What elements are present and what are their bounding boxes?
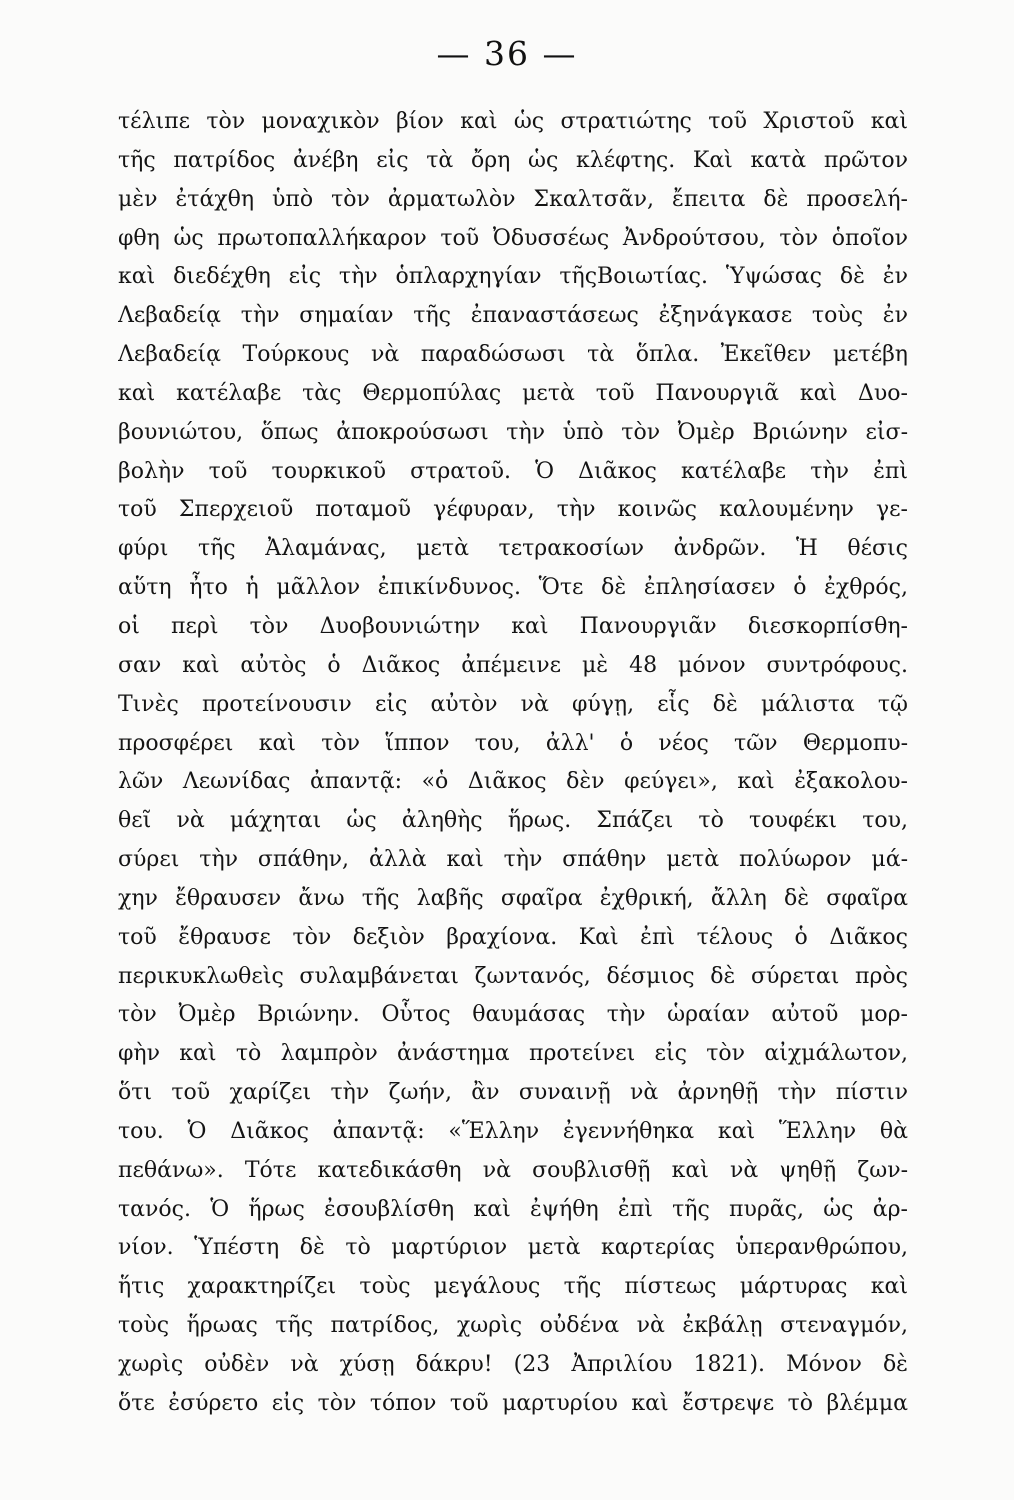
text-line: χην ἔθραυσεν ἄνω τῆς λαβῆς σφαῖρα ἐχθρική, ἄλλη δὲ σφαῖρα bbox=[118, 885, 908, 911]
text-line: Τινὲς προτείνουσιν εἰς αὐτὸν νὰ φύγῃ, εἷς δὲ μάλιστα τῷ bbox=[118, 691, 908, 717]
text-line: αὕτη ἦτο ἡ μᾶλλον ἐπικίνδυνος. Ὅτε δὲ ἐπλησίασεν ὁ ἐχθρός, bbox=[118, 575, 908, 601]
text-line: ὅτι τοῦ χαρίζει τὴν ζωήν, ἂν συναινῇ νὰ ἀρνηθῇ τὴν πίστιν bbox=[118, 1080, 908, 1106]
text-line: θεῖ νὰ μάχηται ὡς ἀληθὴς ἥρως. Σπάζει τὸ τουφέκι του, bbox=[118, 808, 908, 834]
text-line: τὸν Ὀμὲρ Βριώνην. Οὗτος θαυμάσας τὴν ὡραίαν αὐτοῦ μορ- bbox=[118, 1002, 908, 1028]
page-number: — 36 — bbox=[436, 34, 578, 73]
text-line: φθη ὡς πρωτοπαλλήκαρον τοῦ Ὀδυσσέως Ἀνδρούτσου, τὸν ὁποῖον bbox=[118, 225, 908, 251]
text-line: λῶν Λεωνίδας ἀπαντᾷ: «ὁ Διᾶκος δὲν φεύγει», καὶ ἐξακολου- bbox=[118, 769, 908, 795]
body-text bbox=[118, 103, 908, 1424]
text-line: βουνιώτου, ὅπως ἀποκρούσωσι τὴν ὑπὸ τὸν Ὀμὲρ Βριώνην εἰσ- bbox=[118, 419, 908, 445]
text-line: του. Ὁ Διᾶκος ἀπαντᾷ: «Ἕλλην ἐγεννήθηκα καὶ Ἕλλην θὰ bbox=[118, 1118, 908, 1144]
text-line: τανός. Ὁ ἥρως ἐσουβλίσθη καὶ ἐψήθη ἐπὶ τῆς πυρᾶς, ὡς ἀρ- bbox=[118, 1196, 908, 1222]
text-line: νίον. Ὑπέστη δὲ τὸ μαρτύριον μετὰ καρτερίας ὑπερανθρώπου, bbox=[118, 1235, 908, 1261]
text-line: τῆς πατρίδος ἀνέβη εἰς τὰ ὄρη ὡς κλέφτης. Καὶ κατὰ πρῶτον bbox=[118, 147, 908, 173]
text-line: τοὺς ἥρωας τῆς πατρίδος, χωρὶς οὐδένα νὰ ἐκβάλῃ στεναγμόν, bbox=[118, 1313, 908, 1339]
text-line: τοῦ ἔθραυσε τὸν δεξιὸν βραχίονα. Καὶ ἐπὶ τέλους ὁ Διᾶκος bbox=[118, 924, 908, 950]
text-line: φύρι τῆς Ἀλαμάνας, μετὰ τετρακοσίων ἀνδρῶν. Ἡ θέσις bbox=[118, 536, 908, 562]
text-line: καὶ κατέλαβε τὰς Θερμοπύλας μετὰ τοῦ Πανουργιᾶ καὶ Δυο- bbox=[118, 380, 908, 406]
text-line: καὶ διεδέχθη εἰς τὴν ὁπλαρχηγίαν τῆςΒοιωτίας. Ὑψώσας δὲ ἐν bbox=[118, 264, 908, 290]
text-line: τοῦ Σπερχειοῦ ποταμοῦ γέφυραν, τὴν κοινῶς καλουμένην γε- bbox=[118, 497, 908, 523]
text-line: περικυκλωθεὶς συλαμβάνεται ζωντανός, δέσμιος δὲ σύρεται πρὸς bbox=[118, 963, 908, 989]
text-line: τέλιπε τὸν μοναχικὸν βίον καὶ ὡς στρατιώτης τοῦ Χριστοῦ καὶ bbox=[118, 109, 908, 134]
text-line: πεθάνω». Τότε κατεδικάσθη νὰ σουβλισθῇ καὶ νὰ ψηθῇ ζων- bbox=[118, 1157, 908, 1183]
text-line: ὅτε ἐσύρετο εἰς τὸν τόπον τοῦ μαρτυρίου καὶ ἔστρεψε τὸ βλέμμα bbox=[118, 1390, 908, 1416]
text-line: μὲν ἐτάχθη ὑπὸ τὸν ἀρματωλὸν Σκαλτσᾶν, ἔπειτα δὲ προσελή- bbox=[118, 186, 908, 212]
text-line: Λεβαδείᾳ Τούρκους νὰ παραδώσωσι τὰ ὅπλα. Ἐκεῖθεν μετέβη bbox=[118, 342, 908, 368]
text-line: σύρει τὴν σπάθην, ἀλλὰ καὶ τὴν σπάθην μετὰ πολύωρον μά- bbox=[118, 847, 908, 873]
text-line: ἥτις χαρακτηρίζει τοὺς μεγάλους τῆς πίστεως μάρτυρας καὶ bbox=[118, 1274, 908, 1300]
text-line: φὴν καὶ τὸ λαμπρὸν ἀνάστημα προτείνει εἰς τὸν αἰχμάλωτον, bbox=[118, 1041, 908, 1067]
text-line: χωρὶς οὐδὲν νὰ χύσῃ δάκρυ! (23 Ἀπριλίου 1821). Μόνον δὲ bbox=[118, 1352, 908, 1377]
text-line: οἱ περὶ τὸν Δυοβουνιώτην καὶ Πανουργιᾶν διεσκορπίσθη- bbox=[118, 613, 908, 639]
text-line: σαν καὶ αὐτὸς ὁ Διᾶκος ἀπέμεινε μὲ 48 μόνον συντρόφους. bbox=[118, 652, 908, 678]
text-line: Λεβαδείᾳ τὴν σημαίαν τῆς ἐπαναστάσεως ἐξηνάγκασε τοὺς ἐν bbox=[118, 303, 908, 329]
text-line: βολὴν τοῦ τουρκικοῦ στρατοῦ. Ὁ Διᾶκος κατέλαβε τὴν ἐπὶ bbox=[118, 458, 908, 484]
text-line: προσφέρει καὶ τὸν ἵππον του, ἀλλ' ὁ νέος τῶν Θερμοπυ- bbox=[118, 730, 908, 756]
